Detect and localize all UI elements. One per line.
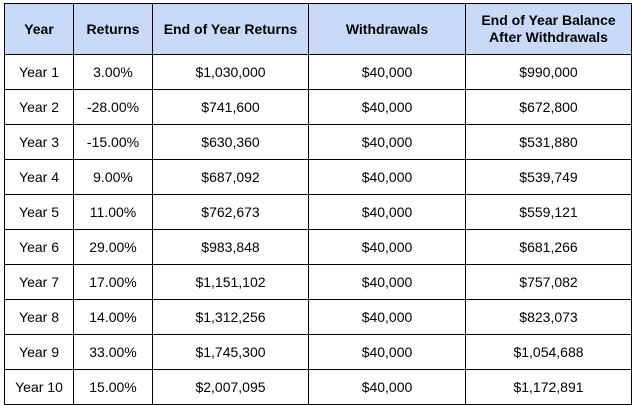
year-cell: Year 5 (5, 195, 74, 230)
withdrawals-cell: $40,000 (309, 265, 466, 300)
end-of-year-returns-cell: $741,600 (153, 90, 309, 125)
withdrawals-cell: $40,000 (309, 230, 466, 265)
year-cell: Year 10 (5, 370, 74, 405)
returns-cell: 14.00% (74, 300, 153, 335)
withdrawals-cell: $40,000 (309, 55, 466, 90)
end-of-year-returns-cell: $1,745,300 (153, 335, 309, 370)
year-cell: Year 4 (5, 160, 74, 195)
withdrawals-cell: $40,000 (309, 195, 466, 230)
withdrawal-table (4, 3, 632, 405)
returns-cell: 17.00% (74, 265, 153, 300)
balance-cell: $1,054,688 (466, 335, 632, 370)
returns-cell: 11.00% (74, 195, 153, 230)
year-cell: Year 6 (5, 230, 74, 265)
balance-cell: $559,121 (466, 195, 632, 230)
end-of-year-returns-cell: $687,092 (153, 160, 309, 195)
withdrawals-cell: $40,000 (309, 125, 466, 160)
year-cell: Year 8 (5, 300, 74, 335)
header-balance-line-2: After Withdrawals (489, 29, 608, 45)
header-withdrawals: Withdrawals (309, 4, 466, 55)
table-body (5, 55, 632, 405)
end-of-year-returns-cell: $983,848 (153, 230, 309, 265)
withdrawals-cell: $40,000 (309, 370, 466, 405)
header-year: Year (5, 4, 74, 55)
balance-cell: $1,172,891 (466, 370, 632, 405)
table-row (5, 230, 632, 265)
header-balance-line-1: End of Year Balance (481, 12, 616, 28)
balance-cell: $990,000 (466, 55, 632, 90)
year-cell: Year 3 (5, 125, 74, 160)
table-row (5, 195, 632, 230)
table-row (5, 160, 632, 195)
year-cell: Year 9 (5, 335, 74, 370)
end-of-year-returns-cell: $1,312,256 (153, 300, 309, 335)
balance-cell: $672,800 (466, 90, 632, 125)
returns-cell: 9.00% (74, 160, 153, 195)
year-cell: Year 2 (5, 90, 74, 125)
header-end-of-year-returns: End of Year Returns (153, 4, 309, 55)
table-row (5, 335, 632, 370)
returns-cell: 3.00% (74, 55, 153, 90)
header-row (5, 4, 632, 55)
balance-cell: $539,749 (466, 160, 632, 195)
balance-cell: $681,266 (466, 230, 632, 265)
end-of-year-returns-cell: $1,151,102 (153, 265, 309, 300)
balance-cell: $531,880 (466, 125, 632, 160)
returns-cell: 29.00% (74, 230, 153, 265)
balance-cell: $823,073 (466, 300, 632, 335)
table-row (5, 90, 632, 125)
withdrawals-cell: $40,000 (309, 90, 466, 125)
year-cell: Year 7 (5, 265, 74, 300)
returns-cell: -28.00% (74, 90, 153, 125)
year-cell: Year 1 (5, 55, 74, 90)
returns-cell: 15.00% (74, 370, 153, 405)
header-end-of-year-balance (466, 4, 632, 55)
returns-cell: 33.00% (74, 335, 153, 370)
table-row (5, 370, 632, 405)
end-of-year-returns-cell: $762,673 (153, 195, 309, 230)
withdrawals-cell: $40,000 (309, 335, 466, 370)
withdrawals-cell: $40,000 (309, 300, 466, 335)
withdrawals-cell: $40,000 (309, 160, 466, 195)
table-row (5, 55, 632, 90)
table-row (5, 265, 632, 300)
balance-cell: $757,082 (466, 265, 632, 300)
end-of-year-returns-cell: $630,360 (153, 125, 309, 160)
table-row (5, 300, 632, 335)
end-of-year-returns-cell: $1,030,000 (153, 55, 309, 90)
table-row (5, 125, 632, 160)
header-returns: Returns (74, 4, 153, 55)
returns-cell: -15.00% (74, 125, 153, 160)
end-of-year-returns-cell: $2,007,095 (153, 370, 309, 405)
